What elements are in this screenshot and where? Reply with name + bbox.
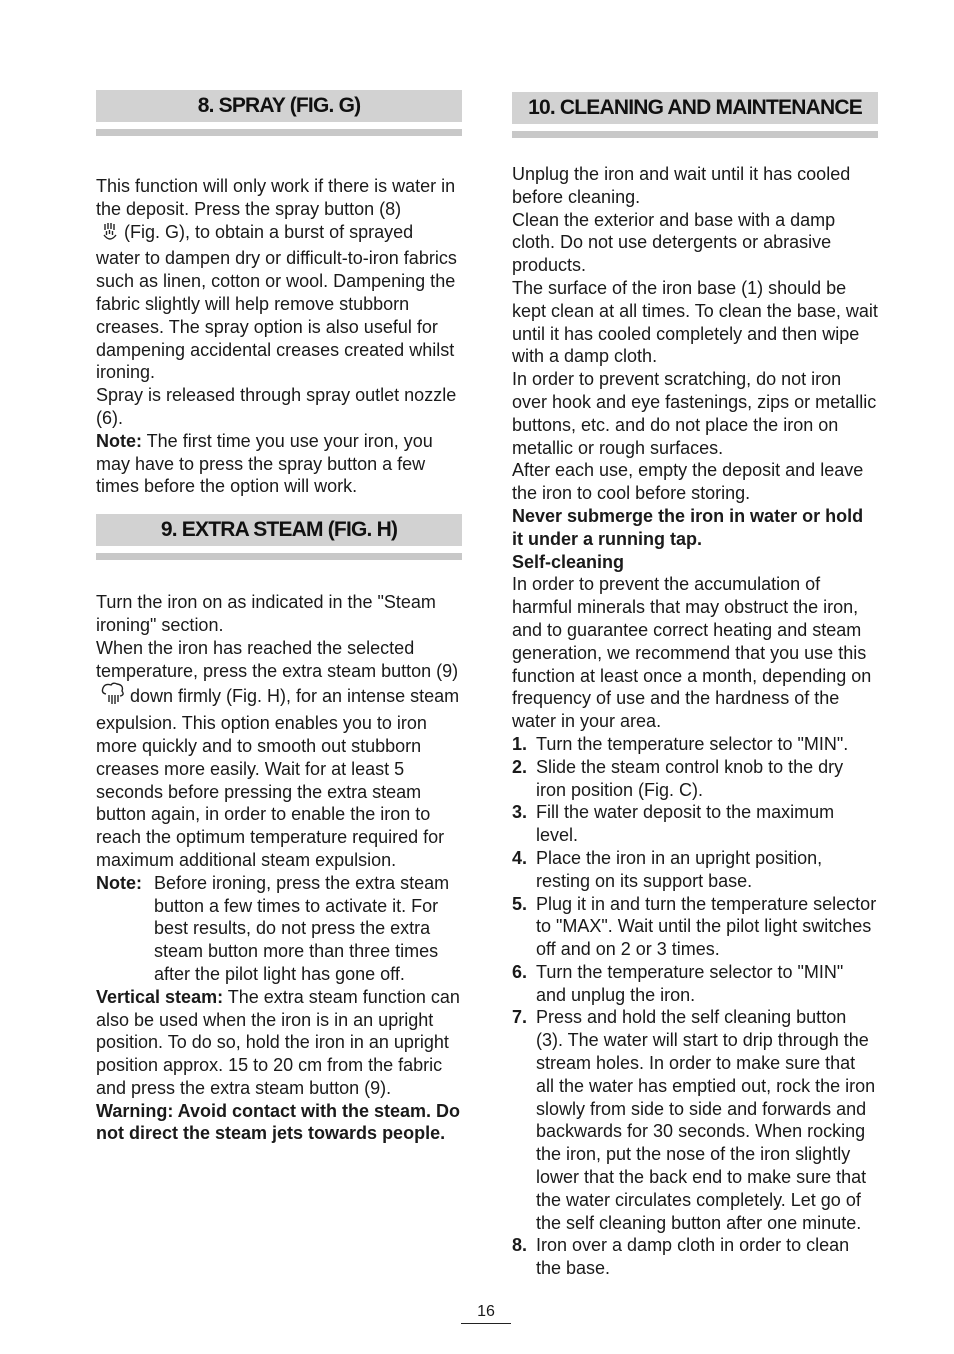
spray-section-header — [96, 90, 462, 122]
list-item — [512, 1234, 878, 1280]
spray-note — [96, 430, 462, 498]
list-item — [512, 733, 878, 756]
steam-burst-icon — [100, 682, 126, 712]
header-rule — [512, 131, 878, 138]
cleaning-paragraph-3: The surface of the iron base (1) should be kept clean at all times. To clean the base, wait until it has cooled completely and then wipe with a damp cloth. — [512, 277, 878, 367]
spray-text-1a: This function will only work if there is water in the deposit. Press the spray button (8) — [96, 176, 456, 219]
header-rule — [96, 553, 462, 560]
cleaning-paragraph-2: Clean the exterior and base with a damp cloth. Do not use detergents or abrasive products. — [512, 209, 836, 276]
step-text: Turn the temperature selector to "MIN" and unplug the iron. — [536, 961, 844, 1005]
step-number: 7. — [512, 1007, 528, 1028]
header-rule — [96, 129, 462, 136]
extra-steam-text-2a: When the iron has reached the selected temperature, press the extra steam button (9) — [96, 637, 459, 681]
cleaning-section-title: 10. CLEANING AND MAINTENANCE — [528, 96, 862, 119]
self-cleaning-title: Self-cleaning — [512, 551, 625, 572]
step-number: 6. — [512, 961, 528, 982]
spray-paragraph-2: Spray is released through spray outlet nozzle (6). — [96, 385, 457, 428]
spray-paragraph-1 — [96, 175, 462, 384]
extra-steam-note — [96, 872, 462, 986]
vertical-steam-label: Vertical steam: — [96, 986, 224, 1007]
list-item — [512, 756, 878, 802]
extra-steam-section-title: 9. EXTRA STEAM (FIG. H) — [160, 518, 398, 542]
self-cleaning-intro: In order to prevent the accumulation of harmful minerals that may obstruct the iron, and to guarantee correct heating and steam generation, we recommend that you use this function at least once a month, depending on frequency of use and the hardness of the water in your area. — [512, 574, 872, 732]
extra-steam-section-body — [96, 591, 462, 1145]
spray-icon — [100, 222, 120, 248]
step-text: Iron over a damp cloth in order to clean the base. — [536, 1235, 850, 1279]
step-text: Place the iron in an upright position, resting on its support base. — [536, 847, 823, 891]
list-item — [512, 961, 878, 1007]
steam-warning-text: Warning: Avoid contact with the steam. Do not direct the steam jets towards people. — [96, 1100, 461, 1144]
step-number: 2. — [512, 756, 528, 777]
left-column — [96, 90, 462, 1145]
step-text: Fill the water deposit to the maximum level. — [536, 802, 835, 846]
vertical-steam-paragraph — [96, 986, 462, 1100]
list-item — [512, 801, 878, 847]
step-number: 1. — [512, 733, 528, 754]
step-text: Plug it in and turn the temperature selector to "MAX". Wait until the pilot light switches off and on 2 or 3 times. — [536, 893, 877, 960]
extra-steam-paragraph-1: Turn the iron on as indicated in the "Steam ironing" section. — [96, 592, 436, 635]
list-item — [512, 847, 878, 893]
extra-steam-note-text: Before ironing, press the extra steam button a few times to activate it. For best results, do not press the extra steam button more than three times after the pilot light has gone off. — [154, 872, 450, 984]
cleaning-paragraph-5: After each use, empty the deposit and leave the iron to cool before storing. — [512, 460, 864, 504]
step-text: Slide the steam control knob to the dry iron position (Fig. C). — [536, 756, 844, 800]
step-number: 5. — [512, 893, 528, 914]
extra-steam-note-label: Note: — [96, 872, 142, 893]
spray-section-title: 8. SPRAY (FIG. G) — [197, 94, 361, 117]
step-number: 3. — [512, 802, 528, 823]
page-number: 16 — [461, 1303, 511, 1324]
cleaning-section-header — [512, 92, 878, 124]
cleaning-section-body — [512, 163, 878, 1280]
extra-steam-text-2b: down firmly (Fig. H), for an intense steam expulsion. This option enables you to iron more quickly and to smooth out stubborn creases more easily. Wait for at least 5 seconds before pressing the extra steam button again, in order to enable the iron to reach the optimum temperature required for maximum additional steam expulsion. — [96, 686, 460, 870]
spray-note-label: Note: — [96, 430, 142, 451]
cleaning-warning — [512, 505, 878, 551]
steam-warning — [96, 1100, 462, 1146]
list-item — [512, 893, 878, 961]
spray-section-body — [96, 175, 462, 498]
step-text: Press and hold the self cleaning button (3). The water will start to drip through the stream holes. In order to make sure that all the water has emptied out, rock the iron slowly from side to side and forwards and backwards for 30 seconds. When rocking the iron, put the nose of the iron slightly lower that the back end to make sure that the water circulates completely. Let go of the self cleaning button after one minute. — [536, 1007, 876, 1233]
step-number: 8. — [512, 1235, 528, 1256]
step-number: 4. — [512, 847, 528, 868]
extra-steam-section-header — [96, 514, 462, 546]
step-text: Turn the temperature selector to "MIN". — [536, 733, 849, 754]
vertical-steam-text: The extra steam function can also be used when the iron is in an upright position. To do so, hold the iron in an upright position approx. 15 to 20 cm from the fabric and press the extra steam button (9). — [96, 986, 460, 1098]
cleaning-paragraph-1: Unplug the iron and wait until it has cooled before cleaning. — [512, 164, 851, 207]
self-cleaning-steps — [512, 733, 878, 1280]
spray-text-1b: (Fig. G), to obtain a burst of sprayed water to dampen dry or difficult-to-iron fabrics such as linen, cotton or wool. Dampening the fabric slightly will help remove stubborn creases. The spray option is also useful for dampening accidental creases created whilst ironing. — [96, 221, 457, 383]
right-column — [512, 92, 878, 1280]
cleaning-warning-text: Never submerge the iron in water or hold it under a running tap. — [512, 505, 864, 549]
cleaning-paragraph-4: In order to prevent scratching, do not iron over hook and eye fastenings, zips or metallic buttons, etc. and do not place the iron on metallic or rough surfaces. — [512, 369, 877, 458]
spray-note-text: The first time you use your iron, you may have to press the spray button a few times before the option will work. — [96, 430, 433, 497]
list-item — [512, 1006, 878, 1234]
extra-steam-paragraph-2 — [96, 637, 462, 872]
self-cleaning-heading — [512, 551, 878, 574]
